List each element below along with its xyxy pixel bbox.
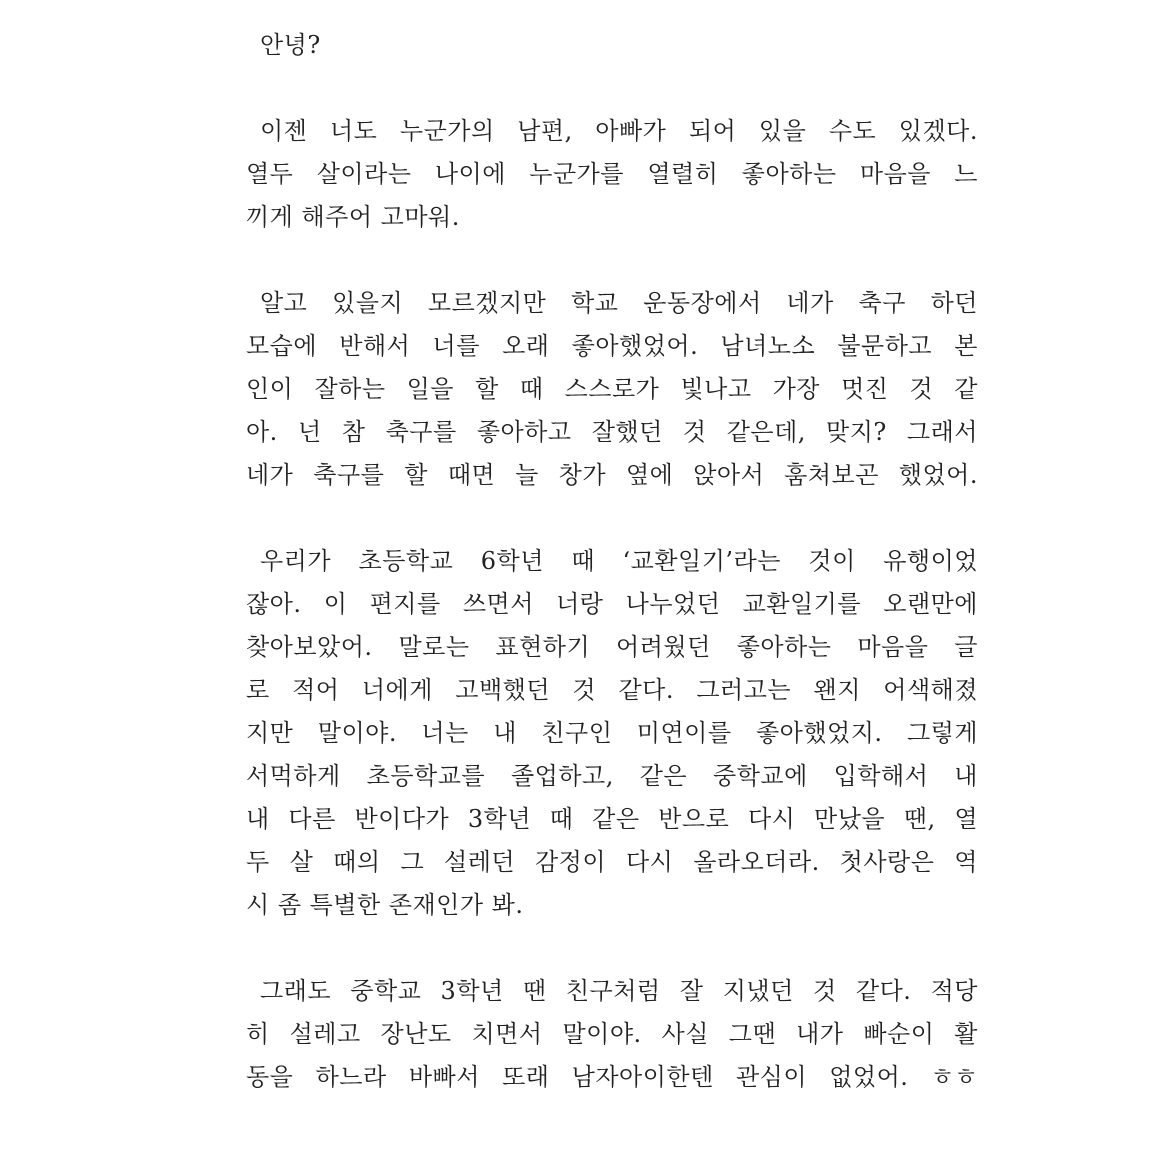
text-line: 서먹하게 초등학교를 졸업하고, 같은 중학교에 입학해서 내	[246, 762, 978, 790]
paragraph-gap	[246, 67, 978, 110]
text-line: 로 적어 너에게 고백했던 것 같다. 그러고는 왠지 어색해졌	[246, 676, 978, 704]
letter-body	[246, 24, 978, 1099]
paragraph-2	[246, 282, 978, 497]
text-line: 시 좀 특별한 존재인가 봐.	[246, 891, 524, 919]
text-line: 끼게 해주어 고마워.	[246, 203, 460, 231]
paragraph-3	[246, 540, 978, 927]
paragraph-gap	[246, 927, 978, 970]
paragraph-1	[246, 110, 978, 239]
paragraph-gap	[246, 497, 978, 540]
text-line: 인이 잘하는 일을 할 때 스스로가 빛나고 가장 멋진 것 같	[246, 375, 978, 403]
text-line: 두 살 때의 그 설레던 감정이 다시 올라오더라. 첫사랑은 역	[246, 848, 978, 876]
letter-greeting: 안녕?	[260, 31, 321, 59]
text-line: 찾아보았어. 말로는 표현하기 어려웠던 좋아하는 마음을 글	[246, 633, 978, 661]
text-line: 잖아. 이 편지를 쓰면서 너랑 나누었던 교환일기를 오랜만에	[246, 590, 978, 618]
text-line: 그래도 중학교 3학년 땐 친구처럼 잘 지냈던 것 같다. 적당	[260, 977, 978, 1005]
text-line: 내 다른 반이다가 3학년 때 같은 반으로 다시 만났을 땐, 열	[246, 805, 978, 833]
paragraph-4	[246, 970, 978, 1099]
text-line: 모습에 반해서 너를 오래 좋아했었어. 남녀노소 불문하고 본	[246, 332, 978, 360]
text-line: 우리가 초등학교 6학년 때 ‘교환일기’라는 것이 유행이었	[260, 547, 978, 575]
text-line: 이젠 너도 누군가의 남편, 아빠가 되어 있을 수도 있겠다.	[260, 117, 978, 145]
text-line: 아. 넌 참 축구를 좋아하고 잘했던 것 같은데, 맞지? 그래서	[246, 418, 978, 446]
text-line: 네가 축구를 할 때면 늘 창가 옆에 앉아서 훔쳐보곤 했었어.	[246, 461, 978, 489]
text-line: 동을 하느라 바빠서 또래 남자아이한텐 관심이 없었어. ㅎㅎ	[246, 1063, 978, 1091]
text-line: 열두 살이라는 나이에 누군가를 열렬히 좋아하는 마음을 느	[246, 160, 978, 188]
text-line: 지만 말이야. 너는 내 친구인 미연이를 좋아했었지. 그렇게	[246, 719, 978, 747]
text-line: 알고 있을지 모르겠지만 학교 운동장에서 네가 축구 하던	[260, 289, 978, 317]
text-line: 히 설레고 장난도 치면서 말이야. 사실 그땐 내가 빠순이 활	[246, 1020, 978, 1048]
paragraph-gap	[246, 239, 978, 282]
